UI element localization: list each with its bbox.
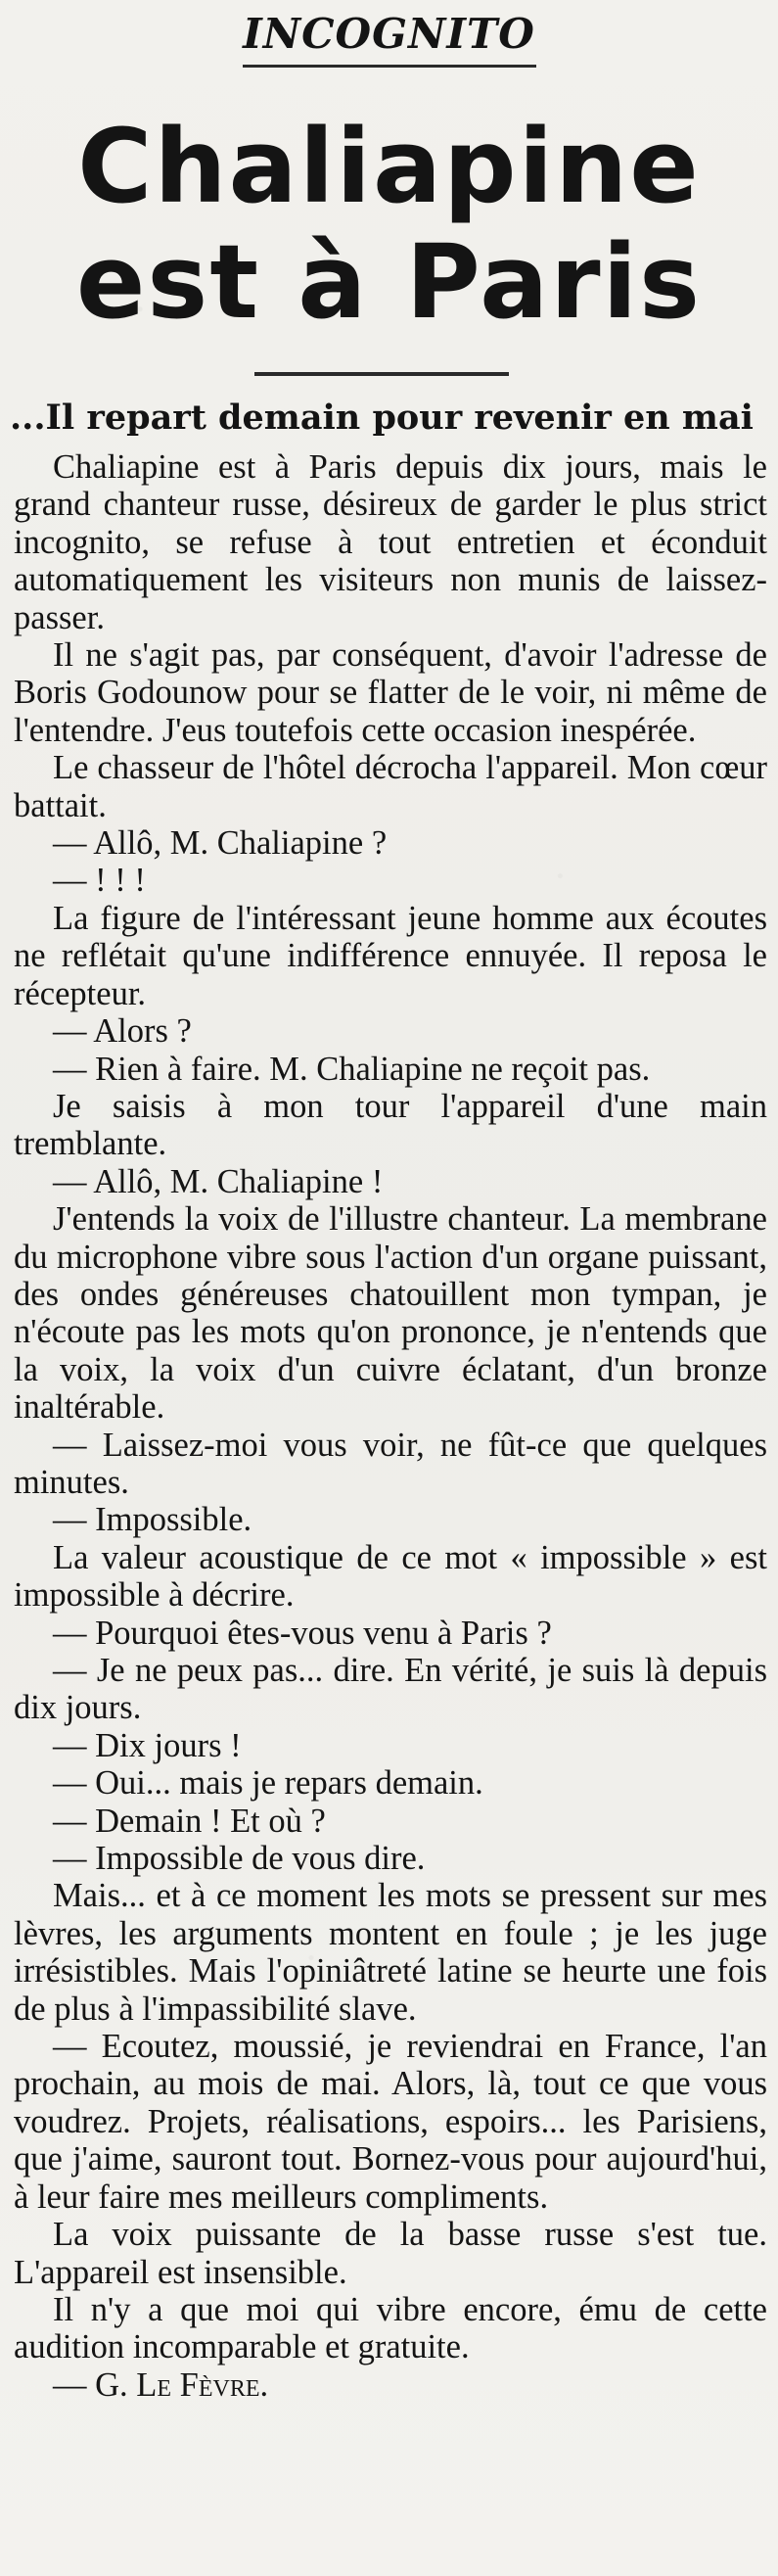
- dialogue-line: — Ecoutez, moussié, je reviendrai en France, l'an prochain, au mois de mai. Alors, là, tout ce que vous voudrez. Projets, réalisations, espoirs... les Parisiens, que j'aime, sauront tout. Bornez-vous pour aujourd'hui, à leur faire mes meilleurs compliments.: [14, 2028, 767, 2216]
- paragraph: Le chasseur de l'hôtel décrocha l'appareil. Mon cœur battait.: [14, 749, 767, 824]
- paragraph: La valeur acoustique de ce mot « impossible » est impossible à décrire.: [14, 1538, 767, 1615]
- paragraph: J'entends la voix de l'illustre chanteur. La membrane du microphone vibre sous l'action d'un organe puissant, des ondes généreuses chatouillent mon tympan, je n'écoute pas les mots qu'on prononce, je n'entends que la voix, la voix d'un cuivre éclatant, d'un bronze inaltérable.: [14, 1200, 767, 1427]
- author-signature: — G. Le Fèvre.: [53, 2365, 269, 2404]
- paragraph: La figure de l'intéressant jeune homme aux écoutes ne reflétait qu'une indifférence ennuyée. Il reposa le récepteur.: [14, 899, 767, 1012]
- headline-rule: [254, 372, 509, 376]
- dialogue-line: — Oui... mais je repars demain.: [53, 1764, 483, 1803]
- article-body: [14, 448, 767, 2404]
- dialogue-line: — Je ne peux pas... dire. En vérité, je suis là depuis dix jours.: [14, 1652, 767, 1727]
- paragraph: Je saisis à mon tour l'appareil d'une main tremblante.: [14, 1087, 767, 1163]
- paragraph: Il ne s'agit pas, par conséquent, d'avoir l'adresse de Boris Godounow pour se flatter de le voir, ni même de l'entendre. J'eus toutefois cette occasion inespérée.: [14, 636, 767, 749]
- paragraph: Il n'y a que moi qui vibre encore, ému de cette audition incomparable et gratuite.: [14, 2290, 767, 2366]
- dialogue-line: — Laissez-moi vous voir, ne fût-ce que quelques minutes.: [14, 1426, 767, 1501]
- dialogue-line: — Dix jours !: [53, 1726, 242, 1764]
- dialogue-line: — Allô, M. Chaliapine ?: [53, 824, 388, 863]
- headline-line-2: est à Paris: [75, 222, 703, 342]
- paragraph: Chaliapine est à Paris depuis dix jours, mais le grand chanteur russe, désireux de garder le plus strict incognito, se refuse à tout entretien et éconduit automatiquement les visiteurs non munis de laissez-passer.: [14, 448, 767, 636]
- dialogue-line: — Allô, M. Chaliapine !: [53, 1162, 384, 1200]
- dialogue-line: — Impossible de vous dire.: [53, 1840, 426, 1878]
- paragraph: La voix puissante de la basse russe s'est tue. L'appareil est insensible.: [14, 2216, 767, 2291]
- kicker: INCOGNITO: [243, 10, 535, 58]
- dialogue-line: — Demain ! Et où ?: [53, 1802, 326, 1840]
- kicker-rule: [243, 65, 536, 68]
- dialogue-line: — Pourquoi êtes-vous venu à Paris ?: [53, 1614, 552, 1652]
- subheadline: ...Il repart demain pour revenir en mai: [10, 398, 754, 438]
- headline-line-1: Chaliapine: [77, 107, 701, 226]
- dialogue-line: — ! ! !: [53, 862, 146, 900]
- dialogue-line: — Rien à faire. M. Chaliapine ne reçoit pas.: [53, 1050, 651, 1088]
- dialogue-line: — Impossible.: [53, 1501, 252, 1539]
- dialogue-line: — Alors ?: [53, 1012, 192, 1051]
- paragraph: Mais... et à ce moment les mots se pressent sur mes lèvres, les arguments montent en foule ; je les juge irrésistibles. Mais l'opiniâtreté latine se heurte une fois de plus à l'impassibilité slave.: [14, 1877, 767, 2028]
